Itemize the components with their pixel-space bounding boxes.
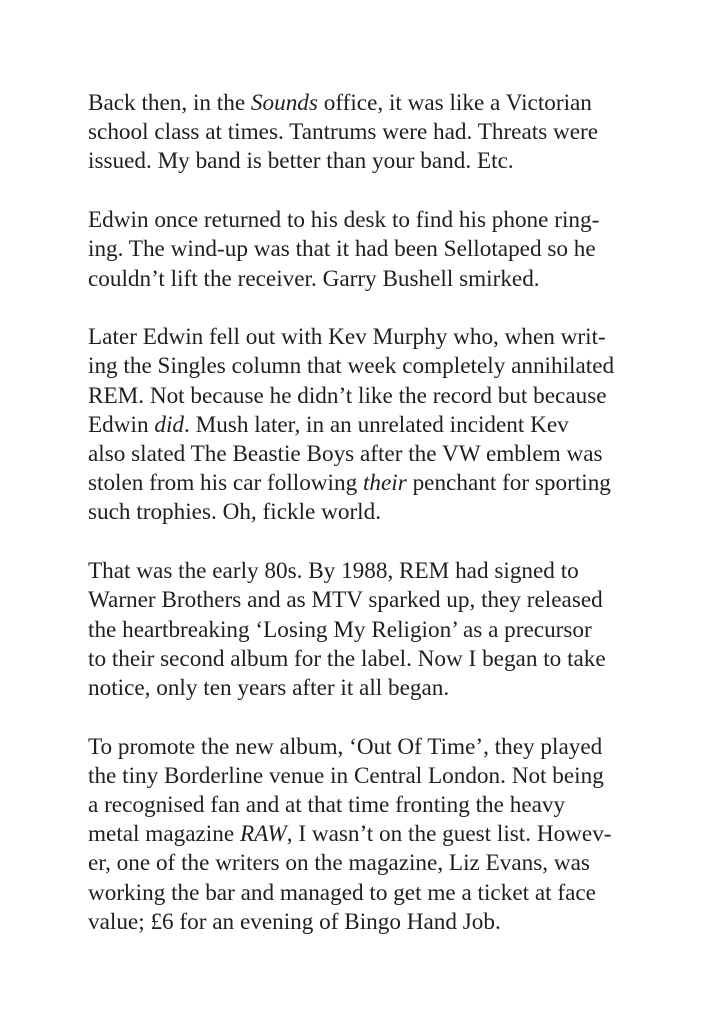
text-line bbox=[88, 849, 640, 878]
text-line bbox=[88, 820, 640, 849]
italic-text: RAW bbox=[239, 821, 287, 848]
text-run: penchant for sporting bbox=[406, 470, 611, 497]
text-run: . Mush later, in an unrelated incident Kev bbox=[183, 411, 569, 438]
text-line bbox=[88, 498, 640, 527]
paragraph bbox=[88, 89, 640, 177]
text-run: notice, only ten years after it all began. bbox=[88, 674, 450, 701]
text-run: a recognised fan and at that time fronting the heavy bbox=[88, 792, 566, 819]
text-line bbox=[88, 382, 640, 411]
text-line bbox=[88, 879, 640, 908]
text-line bbox=[88, 469, 640, 498]
text-line bbox=[88, 645, 640, 674]
paragraph bbox=[88, 557, 640, 703]
text-run: , I wasn’t on the guest list. Howev- bbox=[286, 821, 612, 848]
text-run: REM. Not because he didn’t like the record but because bbox=[88, 382, 607, 409]
text-line bbox=[88, 89, 640, 118]
text-line bbox=[88, 352, 640, 381]
text-line bbox=[88, 147, 640, 176]
paragraph bbox=[88, 206, 640, 294]
text-run: That was the early 80s. By 1988, REM had signed to bbox=[88, 558, 579, 585]
text-run: working the bar and managed to get me a ticket at face bbox=[88, 879, 596, 906]
italic-text: their bbox=[362, 470, 407, 497]
text-run: issued. My band is better than your band. Etc. bbox=[88, 148, 514, 175]
text-run: To promote the new album, ‘Out Of Time’, they played bbox=[88, 733, 603, 760]
text-line bbox=[88, 235, 640, 264]
text-run: the heartbreaking ‘Losing My Religion’ as a precursor bbox=[88, 616, 592, 643]
text-run: school class at times. Tantrums were had. Threats were bbox=[88, 119, 599, 146]
text-line bbox=[88, 265, 640, 294]
text-run: Edwin once returned to his desk to find his phone ring- bbox=[88, 207, 600, 234]
text-run: value; £6 for an evening of Bingo Hand Job. bbox=[88, 908, 501, 935]
paragraph bbox=[88, 733, 640, 937]
text-run: to their second album for the label. Now I began to take bbox=[88, 645, 606, 672]
text-run: also slated The Beastie Boys after the VW emblem was bbox=[88, 441, 603, 468]
text-line bbox=[88, 118, 640, 147]
text-run: metal magazine bbox=[88, 821, 240, 848]
italic-text: did bbox=[154, 411, 184, 438]
text-run: stolen from his car following bbox=[88, 470, 363, 497]
text-line bbox=[88, 762, 640, 791]
text-run: ing. The wind-up was that it had been Sellotaped so he bbox=[88, 236, 596, 263]
text-run: Back then, in the bbox=[88, 90, 251, 116]
text-run: office, it was like a Victorian bbox=[317, 90, 592, 116]
text-line bbox=[88, 206, 640, 235]
text-line bbox=[88, 323, 640, 352]
text-run: er, one of the writers on the magazine, Liz Evans, was bbox=[88, 850, 590, 877]
text-run: couldn’t lift the receiver. Garry Bushell smirked. bbox=[88, 265, 540, 292]
text-line bbox=[88, 586, 640, 615]
paragraph bbox=[88, 323, 640, 527]
italic-text: Sounds bbox=[250, 90, 318, 116]
text-run: Edwin bbox=[88, 411, 155, 438]
text-run: ing the Singles column that week completely annihilated bbox=[88, 353, 615, 380]
document-body bbox=[88, 89, 640, 967]
text-line bbox=[88, 616, 640, 645]
text-run: Warner Brothers and as MTV sparked up, they released bbox=[88, 587, 603, 614]
text-line bbox=[88, 733, 640, 762]
text-line bbox=[88, 791, 640, 820]
text-run: such trophies. Oh, fickle world. bbox=[88, 499, 382, 526]
text-run: Later Edwin fell out with Kev Murphy who, when writ- bbox=[88, 324, 606, 351]
text-line bbox=[88, 440, 640, 469]
text-line bbox=[88, 674, 640, 703]
text-line bbox=[88, 411, 640, 440]
text-line bbox=[88, 557, 640, 586]
text-line bbox=[88, 908, 640, 937]
text-run: the tiny Borderline venue in Central London. Not being bbox=[88, 762, 604, 789]
